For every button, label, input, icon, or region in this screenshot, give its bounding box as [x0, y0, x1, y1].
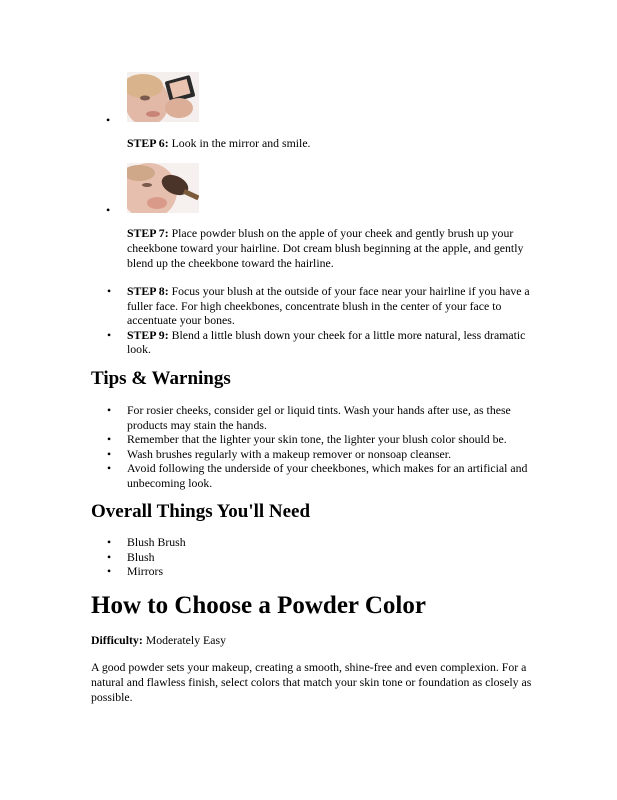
brush-photo [127, 163, 199, 213]
needs-item [91, 564, 391, 579]
step-7-text: Place powder blush on the apple of your cheek and gently brush up your cheekbone toward your hairline. Dot cream blush beginning at the apple, and gently blend up the cheekbone toward the hairline. [127, 226, 524, 270]
step-6-label: STEP 6: [127, 136, 169, 150]
difficulty [91, 633, 541, 648]
tip-text: Remember that the lighter your skin tone, the lighter your blush color should be. [127, 432, 507, 446]
tip-text: Wash brushes regularly with a makeup remover or nonsoap cleanser. [127, 446, 452, 461]
bullet: • [107, 549, 112, 564]
bullet: • [107, 535, 112, 549]
needs-text: Blush [127, 549, 155, 564]
bullet: • [107, 403, 112, 417]
bullet: • [107, 432, 112, 446]
step-9-text: Blend a little blush down your cheek for a little more natural, less dramatic look. [127, 327, 526, 356]
step-9-label: STEP 9: [127, 327, 169, 342]
needs-text: Blush Brush [127, 535, 186, 549]
step-6-text: Look in the mirror and smile. [168, 136, 311, 150]
needs-heading: Overall Things You'll Need [91, 501, 311, 522]
bullet: • [106, 203, 111, 217]
needs-item [91, 535, 391, 550]
difficulty-label: Difficulty: [91, 633, 143, 647]
bullet: • [107, 446, 112, 461]
difficulty-value: Moderately Easy [142, 633, 226, 647]
step-9 [91, 328, 531, 357]
bullet: • [106, 113, 111, 127]
brush-photo-image [127, 163, 199, 213]
tips-list [91, 403, 537, 490]
step-8-text: Focus your blush at the outside of your face near your hairline if you have a fuller face. For high cheekbones, concentrate blush in the center of your face to accentuate your bones. [127, 284, 530, 327]
needs-list [91, 535, 391, 579]
mirror-photo [127, 72, 199, 122]
step-7 [127, 226, 537, 271]
step-8 [91, 284, 531, 328]
powder-title: How to Choose a Powder Color [91, 592, 426, 619]
needs-text: Mirrors [127, 564, 164, 578]
tip-text: Avoid following the underside of your cheekbones, which makes for an artificial and unbecoming look. [127, 461, 528, 490]
tip-item [91, 461, 537, 490]
tips-heading: Tips & Warnings [91, 368, 231, 389]
needs-item [91, 550, 391, 565]
step-7-label: STEP 7: [127, 226, 169, 240]
step-6 [127, 136, 547, 151]
tip-item [91, 432, 537, 447]
step-8-label: STEP 8: [127, 284, 169, 298]
bullet: • [107, 284, 112, 298]
tip-item [91, 447, 537, 462]
bullet: • [107, 461, 112, 475]
tip-item [91, 403, 537, 432]
bullet: • [107, 564, 112, 578]
mirror-photo-image [127, 72, 199, 122]
bullet: • [107, 327, 112, 342]
steps-list [91, 284, 531, 357]
tip-text: For rosier cheeks, consider gel or liquid tints. Wash your hands after use, as these products may stain the hands. [127, 403, 511, 432]
powder-intro: A good powder sets your makeup, creating a smooth, shine-free and even complexion. For a natural and flawless finish, select colors that match your skin tone or foundation as closely as possible. [91, 660, 532, 704]
